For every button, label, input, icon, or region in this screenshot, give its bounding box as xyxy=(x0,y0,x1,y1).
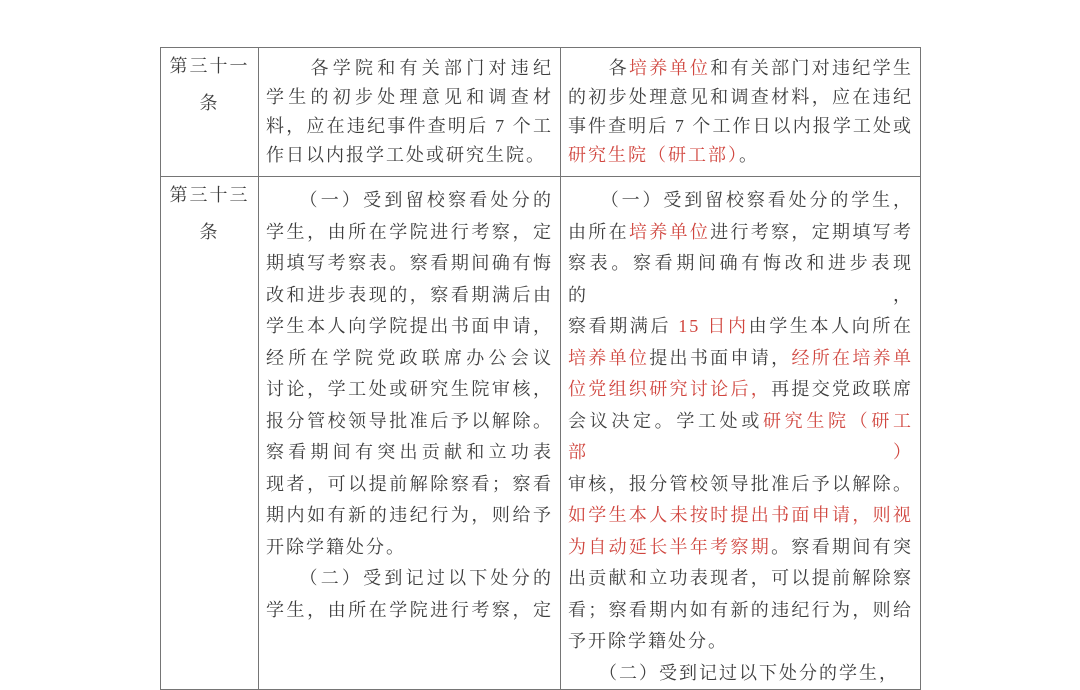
regulation-comparison-table xyxy=(160,47,921,690)
body-text: 经所在学院党政联席办公会议 xyxy=(266,347,553,368)
body-text: 事件查明后 7 个工作日以内报学工处或 xyxy=(568,116,913,136)
text-line xyxy=(266,406,553,438)
revised-text: 经所在培养单 xyxy=(791,347,913,368)
body-text: 开除学籍处分。 xyxy=(266,536,406,557)
table-row xyxy=(161,177,921,690)
body-text: 察表。察看期间确有悔改和进步表现的， xyxy=(568,253,913,305)
revised-text: 15 日内 xyxy=(678,316,749,336)
body-text: 会议决定。学工处或 xyxy=(568,410,763,431)
text-line xyxy=(266,532,553,564)
text-line xyxy=(568,500,913,532)
body-text: 改和进步表现的，察看期满后由 xyxy=(266,284,553,305)
body-text: （二）受到记过以下处分的 xyxy=(266,568,553,588)
new-version-cell xyxy=(561,177,921,690)
body-text: 学生，由所在学院进行考察，定 xyxy=(266,599,553,620)
text-line xyxy=(568,343,913,375)
text-line xyxy=(568,112,913,141)
text-line xyxy=(568,532,913,564)
text-line xyxy=(568,54,913,83)
text-line xyxy=(568,248,913,311)
body-text: 料，应在违纪事件查明后 7 个工 xyxy=(266,116,553,136)
revised-text: 培养单位 xyxy=(628,58,711,78)
new-version-cell xyxy=(561,48,921,177)
table-body xyxy=(161,48,921,690)
body-text: 期内如有新的违纪行为，则给予 xyxy=(266,505,553,525)
revised-text: 如学生本人未按时提出书面申请，则视 xyxy=(568,505,913,525)
article-number-cell: 第三十一条 xyxy=(161,48,259,177)
body-text: 察看期满后 xyxy=(568,316,679,336)
table-row xyxy=(161,48,921,177)
text-line xyxy=(568,141,913,170)
text-line xyxy=(568,217,913,249)
text-line xyxy=(568,311,913,343)
body-text: 审核，报分管校领导批准后予以解除。 xyxy=(568,473,913,494)
text-line xyxy=(266,595,553,627)
revised-text: 研究生院（研工部） xyxy=(568,410,913,462)
text-line xyxy=(568,658,913,690)
body-text: （一）受到留校察看处分的 xyxy=(266,190,553,210)
body-text: 的初步处理意见和调查材料，应在违纪 xyxy=(568,87,913,107)
body-text: 予开除学籍处分。 xyxy=(568,631,728,651)
old-version-cell xyxy=(259,48,561,177)
body-text: 察看期间有突出贡献和立功表 xyxy=(266,442,553,462)
text-line xyxy=(266,500,553,532)
text-line xyxy=(266,374,553,406)
body-text: 学生的初步处理意见和调查材 xyxy=(266,87,553,107)
text-line xyxy=(266,248,553,280)
text-line xyxy=(266,112,553,141)
body-text: 出贡献和立功表现者，可以提前解除察 xyxy=(568,568,913,588)
text-line xyxy=(266,280,553,312)
body-text: 再提交党政联席 xyxy=(771,379,913,399)
body-text: 由学生本人向所在 xyxy=(748,316,913,336)
revised-text: 培养单位 xyxy=(628,221,711,242)
text-line xyxy=(266,141,553,170)
body-text: 提出书面申请， xyxy=(649,347,792,368)
body-text: （二）受到记过以下处分的学生， xyxy=(568,662,899,683)
text-line xyxy=(266,217,553,249)
body-text: 。察看期间有突 xyxy=(771,536,913,557)
text-line xyxy=(568,83,913,112)
body-text: 期填写考察表。察看期间确有悔 xyxy=(266,253,553,273)
text-line xyxy=(568,626,913,658)
text-line xyxy=(266,343,553,375)
text-line xyxy=(266,185,553,217)
body-text: 学生本人向学院提出书面申请， xyxy=(266,316,553,336)
text-line xyxy=(568,406,913,469)
revised-text: 为自动延长半年考察期 xyxy=(568,536,772,557)
old-version-cell xyxy=(259,177,561,690)
text-line xyxy=(568,374,913,406)
text-line xyxy=(266,54,553,83)
text-line xyxy=(266,469,553,501)
body-text: 看；察看期内如有新的违纪行为，则给 xyxy=(568,599,913,620)
body-text: 学生，由所在学院进行考察，定 xyxy=(266,221,553,242)
revised-text: 位党组织研究讨论后， xyxy=(568,379,772,399)
body-text: 。 xyxy=(739,145,759,165)
text-line xyxy=(266,563,553,595)
body-text: 作日以内报学工处或研究生院。 xyxy=(266,145,546,165)
text-line xyxy=(266,83,553,112)
body-text: 由所在 xyxy=(568,221,629,242)
text-line xyxy=(568,469,913,501)
text-line xyxy=(266,437,553,469)
text-line xyxy=(568,185,913,217)
body-text: （一）受到留校察看处分的学生， xyxy=(568,190,913,210)
text-line xyxy=(266,311,553,343)
body-text: 讨论，学工处或研究生院审核， xyxy=(266,379,553,399)
revised-text: 培养单位 xyxy=(568,347,650,368)
body-text: 现者，可以提前解除察看；察看 xyxy=(266,473,553,494)
text-line xyxy=(568,563,913,595)
body-text: 各学院和有关部门对违纪 xyxy=(266,58,553,78)
text-line xyxy=(568,595,913,627)
body-text: 报分管校领导批准后予以解除。 xyxy=(266,410,553,431)
body-text: 和有关部门对违纪学生 xyxy=(710,58,913,78)
revised-text: 研究生院（研工部） xyxy=(568,145,739,165)
body-text: 进行考察，定期填写考 xyxy=(710,221,913,242)
body-text: 各 xyxy=(568,58,629,78)
article-number-cell: 第三十三条 xyxy=(161,177,259,690)
